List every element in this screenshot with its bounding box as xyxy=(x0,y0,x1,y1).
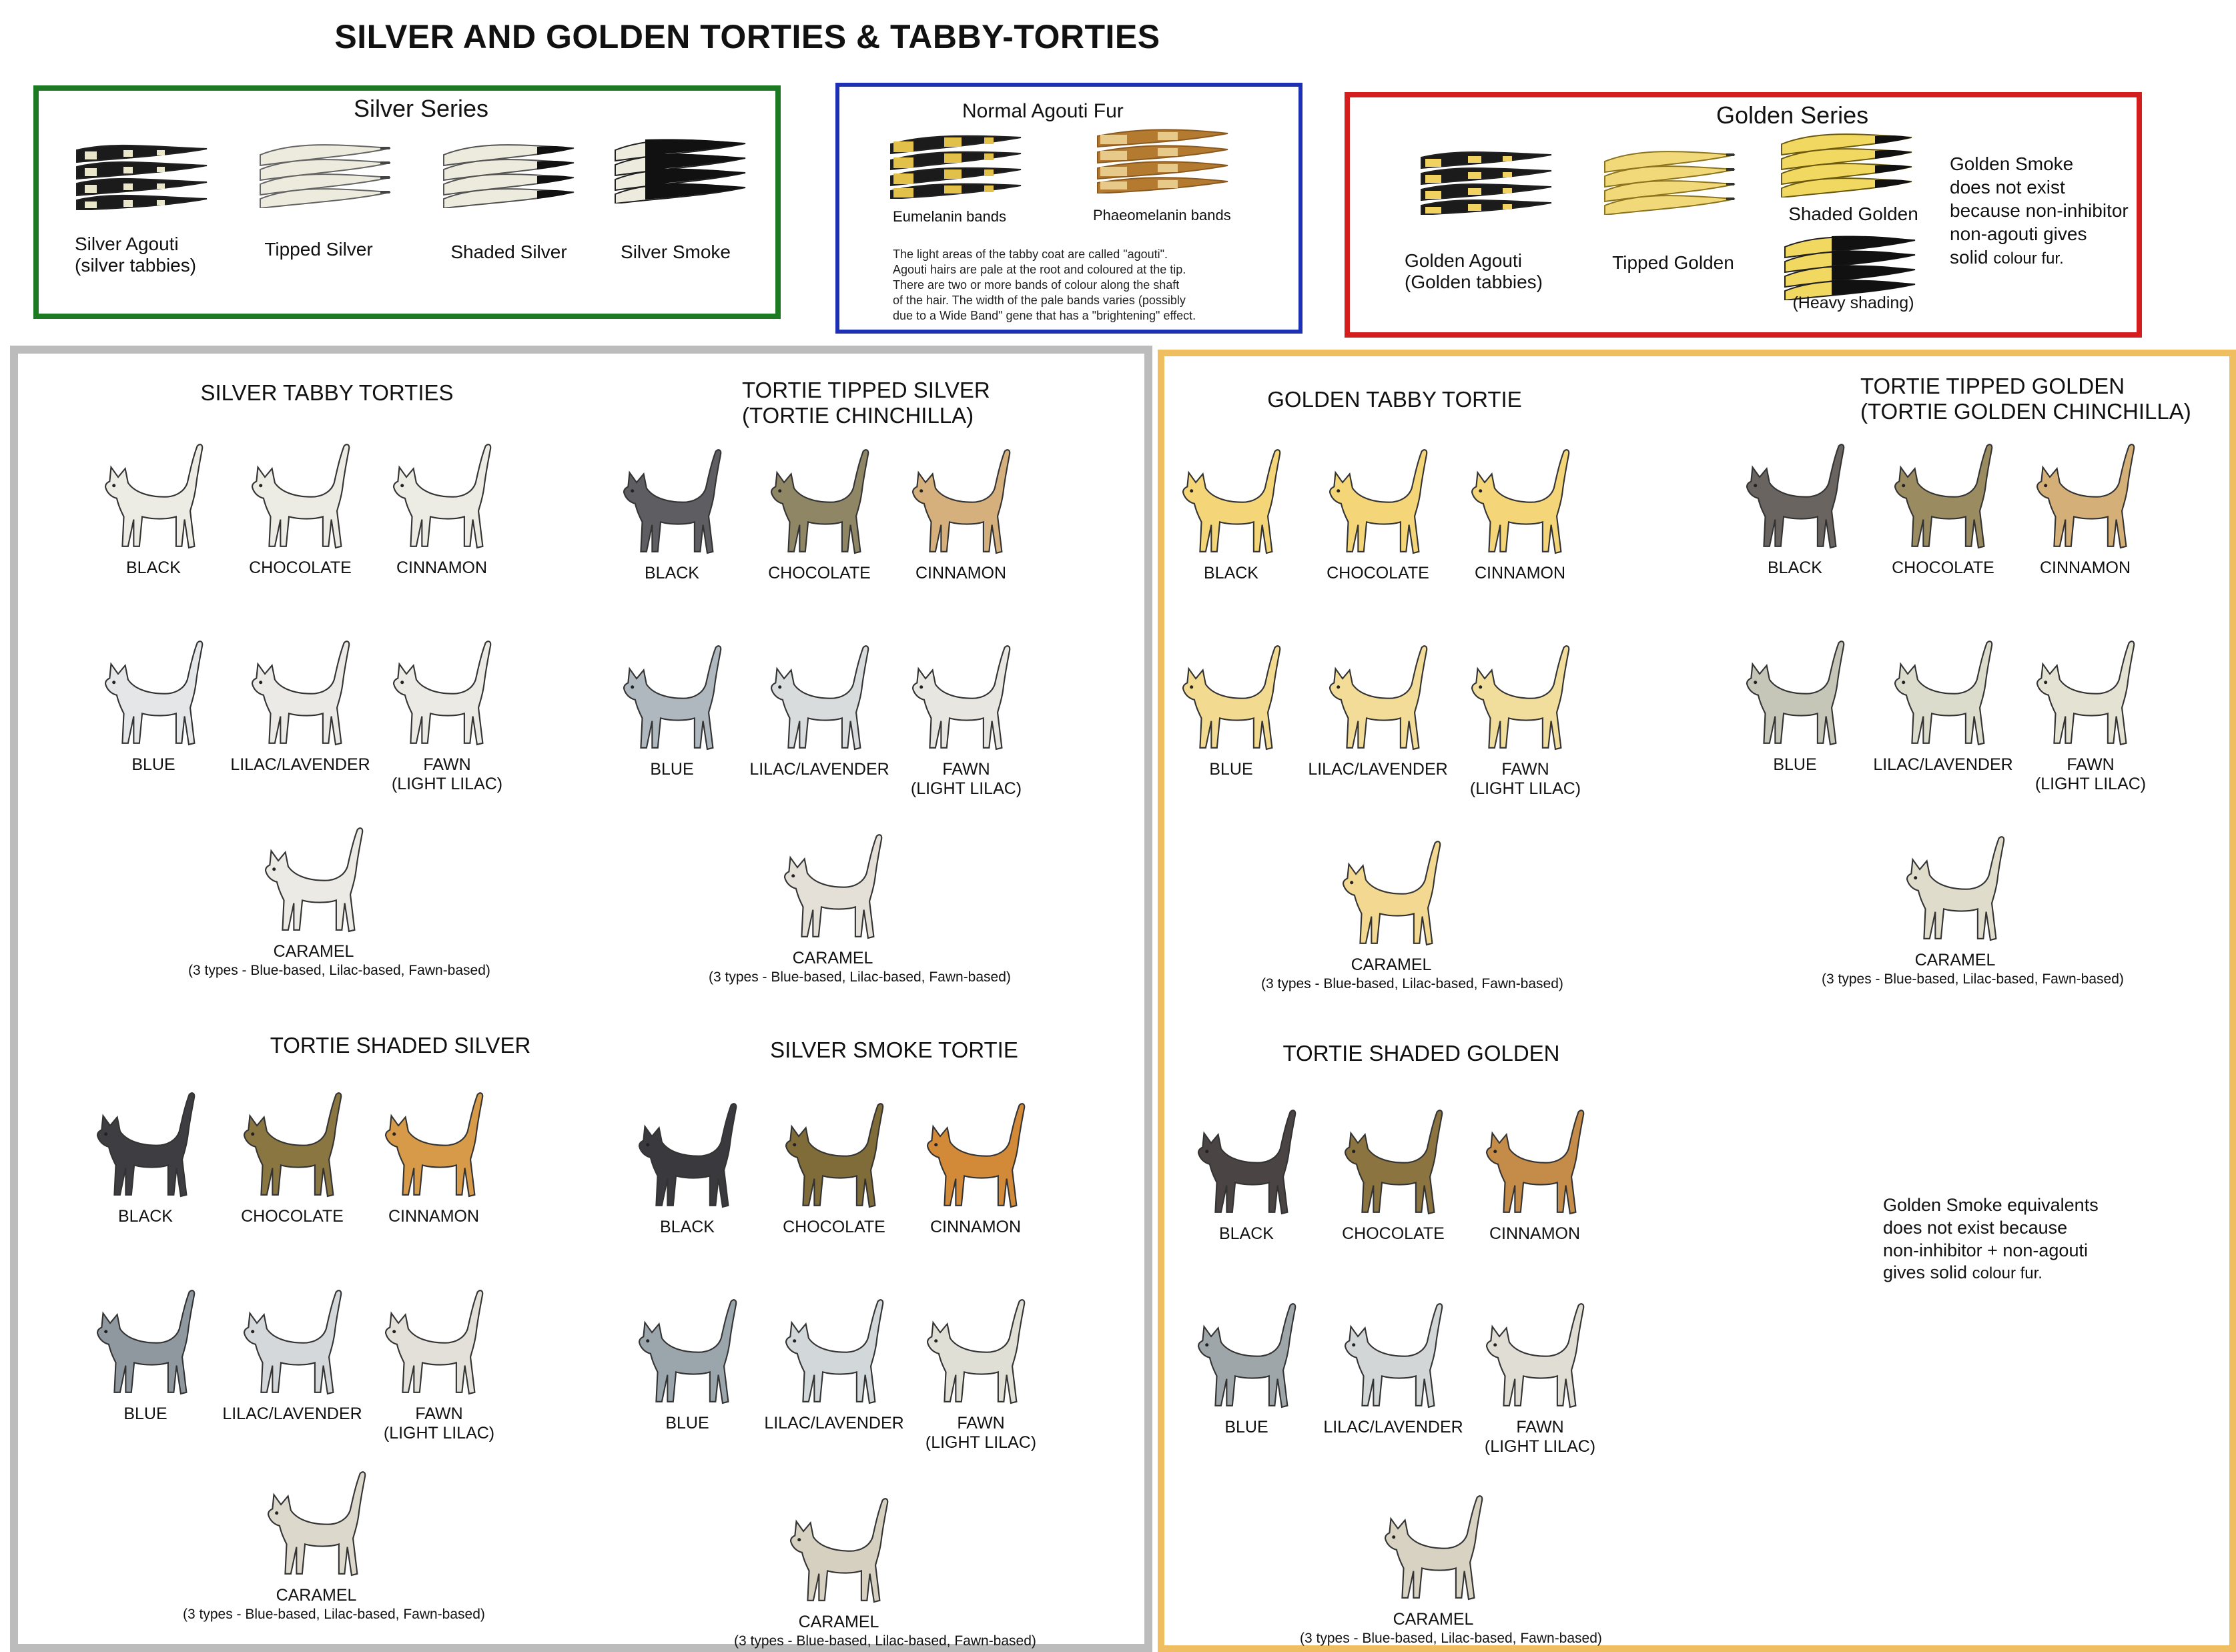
golden-tabby-cinnamon-cat-icon xyxy=(1463,446,1577,566)
silver-tabby-caramel-label: CARAMEL xyxy=(273,942,354,961)
silver-tabby-blue-cat-icon xyxy=(97,637,210,757)
label-silver-agouti: Silver Agouti (silver tabbies) xyxy=(75,234,197,276)
shaded-silver-blue-label: BLUE xyxy=(123,1404,167,1423)
tipped-silver-cinnamon-cat-icon xyxy=(904,446,1018,566)
tipped-golden-chocolate-cat-icon xyxy=(1886,440,2000,560)
label-heavy-shading: (Heavy shading) xyxy=(1792,294,1914,312)
golden-smoke-equivalents-tail: colour fur. xyxy=(1972,1264,2042,1283)
hair-swatch-silver-smoke xyxy=(609,137,752,203)
tipped-silver-cinnamon-label: CINNAMON xyxy=(915,564,1007,582)
section-title-tortie-shaded-golden: TORTIE SHADED GOLDEN xyxy=(1282,1041,1560,1066)
hair-swatch-tipped-golden xyxy=(1598,148,1742,215)
section-title-tortie-tipped-silver: TORTIE TIPPED SILVER (TORTIE CHINCHILLA) xyxy=(742,378,990,428)
shaded-silver-caramel-label: CARAMEL xyxy=(276,1586,357,1605)
label-tipped-silver: Tipped Silver xyxy=(264,239,373,260)
shaded-silver-black-cat-icon xyxy=(89,1089,202,1209)
golden-tabby-lilac-label: LILAC/LAVENDER xyxy=(1308,760,1448,779)
tipped-golden-fawn-cat-icon xyxy=(2028,637,2142,757)
silver-tabby-cinnamon-label: CINNAMON xyxy=(396,558,488,577)
shaded-silver-chocolate-cat-icon xyxy=(236,1089,349,1209)
label-shaded-silver: Shaded Silver xyxy=(450,242,567,262)
smoke-silver-chocolate-label: CHOCOLATE xyxy=(783,1218,885,1236)
tipped-golden-caramel-cat-icon xyxy=(1898,833,2012,953)
smoke-silver-blue-label: BLUE xyxy=(665,1414,709,1432)
silver-tabby-black-label: BLACK xyxy=(126,558,181,577)
silver-tabby-lilac-cat-icon xyxy=(244,637,357,757)
shaded-golden-caramel-label: CARAMEL xyxy=(1393,1610,1474,1629)
golden-tabby-caramel-cat-icon xyxy=(1335,837,1448,957)
label-shaded-golden: Shaded Golden xyxy=(1788,203,1918,224)
smoke-silver-caramel-label: CARAMEL xyxy=(798,1613,879,1631)
smoke-silver-black-cat-icon xyxy=(631,1100,744,1220)
smoke-silver-cinnamon-cat-icon xyxy=(919,1100,1032,1220)
golden-tabby-chocolate-label: CHOCOLATE xyxy=(1327,564,1429,582)
silver-tabby-black-cat-icon xyxy=(97,440,210,560)
shaded-golden-black-cat-icon xyxy=(1190,1106,1303,1226)
tipped-golden-cinnamon-cat-icon xyxy=(2028,440,2142,560)
shaded-golden-cinnamon-cat-icon xyxy=(1478,1106,1591,1226)
tipped-silver-black-cat-icon xyxy=(615,446,729,566)
agouti-note: The light areas of the tabby coat are called "agouti". Agouti hairs are pale at the root and coloured at the tip. There are two or more bands of colour along the shaft of the hair. The width of the pale bands varies (possibly due to a Wide Band" gene that has a "brightening" effect. xyxy=(893,248,1196,323)
smoke-silver-blue-cat-icon xyxy=(631,1296,744,1416)
tipped-golden-caramel-label: CARAMEL xyxy=(1914,951,1996,969)
golden-tabby-blue-label: BLUE xyxy=(1209,760,1253,779)
tipped-golden-chocolate-label: CHOCOLATE xyxy=(1892,558,1994,577)
golden-tabby-blue-cat-icon xyxy=(1174,642,1288,762)
tipped-silver-chocolate-cat-icon xyxy=(763,446,876,566)
tipped-golden-cinnamon-label: CINNAMON xyxy=(2039,558,2131,577)
tipped-silver-blue-cat-icon xyxy=(615,642,729,762)
silver-tabby-fawn-label: FAWN (LIGHT LILAC) xyxy=(391,755,503,793)
tipped-golden-blue-cat-icon xyxy=(1738,637,1852,757)
smoke-silver-chocolate-cat-icon xyxy=(777,1100,891,1220)
tipped-silver-lilac-label: LILAC/LAVENDER xyxy=(749,760,889,779)
hair-swatch-golden-agouti xyxy=(1415,148,1558,215)
shaded-golden-black-label: BLACK xyxy=(1219,1224,1274,1243)
tipped-silver-caramel-note: (3 types - Blue-based, Lilac-based, Fawn-based) xyxy=(709,969,1011,985)
golden-tabby-fawn-label: FAWN (LIGHT LILAC) xyxy=(1469,760,1581,798)
shaded-golden-blue-label: BLUE xyxy=(1224,1418,1268,1436)
tipped-golden-lilac-cat-icon xyxy=(1886,637,2000,757)
golden-tabby-fawn-cat-icon xyxy=(1463,642,1577,762)
shaded-silver-blue-cat-icon xyxy=(89,1286,202,1406)
smoke-silver-lilac-label: LILAC/LAVENDER xyxy=(764,1414,904,1432)
label-phaeomelanin: Phaeomelanin bands xyxy=(1093,207,1231,224)
golden-tabby-caramel-note: (3 types - Blue-based, Lilac-based, Fawn-based) xyxy=(1261,976,1563,991)
tipped-silver-fawn-label: FAWN (LIGHT LILAC) xyxy=(910,760,1022,798)
section-title-golden-tabby-tortie: GOLDEN TABBY TORTIE xyxy=(1267,387,1522,412)
hair-swatch-heavy-shading xyxy=(1778,234,1922,300)
agouti-fur-title: Normal Agouti Fur xyxy=(962,100,1124,122)
golden-tabby-lilac-cat-icon xyxy=(1321,642,1435,762)
smoke-silver-fawn-cat-icon xyxy=(919,1296,1032,1416)
smoke-silver-caramel-note: (3 types - Blue-based, Lilac-based, Fawn-based) xyxy=(734,1633,1036,1649)
hair-swatch-eumelanin xyxy=(884,132,1028,199)
golden-tabby-black-cat-icon xyxy=(1174,446,1288,566)
label-silver-smoke: Silver Smoke xyxy=(621,242,731,262)
shaded-silver-fawn-label: FAWN (LIGHT LILAC) xyxy=(383,1404,495,1442)
tipped-golden-caramel-note: (3 types - Blue-based, Lilac-based, Fawn-based) xyxy=(1822,971,2124,987)
silver-tabby-caramel-note: (3 types - Blue-based, Lilac-based, Fawn-based) xyxy=(188,963,490,978)
hair-swatch-shaded-silver xyxy=(437,141,581,208)
golden-smoke-note-text: Golden Smoke does not exist because non-inhibitor non-agouti gives solid xyxy=(1950,153,2129,268)
smoke-silver-lilac-cat-icon xyxy=(777,1296,891,1416)
silver-series-title: Silver Series xyxy=(354,95,489,122)
shaded-golden-chocolate-cat-icon xyxy=(1337,1106,1450,1226)
tipped-golden-blue-label: BLUE xyxy=(1773,755,1817,774)
tipped-silver-black-label: BLACK xyxy=(645,564,699,582)
golden-tabby-black-label: BLACK xyxy=(1204,564,1258,582)
shaded-golden-cinnamon-label: CINNAMON xyxy=(1489,1224,1581,1243)
shaded-golden-fawn-cat-icon xyxy=(1478,1300,1591,1420)
silver-tabby-chocolate-cat-icon xyxy=(244,440,357,560)
shaded-silver-lilac-label: LILAC/LAVENDER xyxy=(222,1404,362,1423)
shaded-silver-caramel-cat-icon xyxy=(260,1468,373,1588)
shaded-silver-fawn-cat-icon xyxy=(377,1286,490,1406)
tipped-golden-fawn-label: FAWN (LIGHT LILAC) xyxy=(2034,755,2147,793)
shaded-silver-chocolate-label: CHOCOLATE xyxy=(241,1207,344,1226)
golden-smoke-equivalents-text: Golden Smoke equivalents does not exist because non-inhibitor + non-agouti gives solid xyxy=(1883,1195,2099,1283)
tipped-silver-lilac-cat-icon xyxy=(763,642,876,762)
label-tipped-golden: Tipped Golden xyxy=(1612,252,1734,273)
label-golden-agouti: Golden Agouti (Golden tabbies) xyxy=(1405,250,1543,293)
hair-swatch-silver-agouti xyxy=(70,143,214,210)
shaded-silver-lilac-cat-icon xyxy=(236,1286,349,1406)
shaded-golden-chocolate-label: CHOCOLATE xyxy=(1342,1224,1445,1243)
section-title-silver-smoke-tortie: SILVER SMOKE TORTIE xyxy=(770,1038,1018,1062)
shaded-golden-fawn-label: FAWN (LIGHT LILAC) xyxy=(1484,1418,1596,1456)
shaded-silver-cinnamon-label: CINNAMON xyxy=(388,1207,480,1226)
tipped-silver-chocolate-label: CHOCOLATE xyxy=(768,564,871,582)
tipped-silver-blue-label: BLUE xyxy=(650,760,694,779)
golden-tabby-chocolate-cat-icon xyxy=(1321,446,1435,566)
shaded-golden-caramel-note: (3 types - Blue-based, Lilac-based, Fawn-based) xyxy=(1300,1631,1602,1646)
smoke-silver-caramel-cat-icon xyxy=(782,1495,895,1615)
shaded-golden-blue-cat-icon xyxy=(1190,1300,1303,1420)
silver-tabby-chocolate-label: CHOCOLATE xyxy=(249,558,352,577)
section-title-tortie-tipped-golden: TORTIE TIPPED GOLDEN (TORTIE GOLDEN CHINCHILLA) xyxy=(1860,374,2191,424)
tipped-golden-lilac-label: LILAC/LAVENDER xyxy=(1873,755,2013,774)
hair-swatch-shaded-golden xyxy=(1775,131,1918,197)
silver-tabby-fawn-cat-icon xyxy=(385,637,498,757)
shaded-golden-lilac-cat-icon xyxy=(1337,1300,1450,1420)
golden-tabby-cinnamon-label: CINNAMON xyxy=(1474,564,1566,582)
golden-series-title: Golden Series xyxy=(1716,101,1869,129)
golden-smoke-note xyxy=(1950,152,2129,269)
smoke-silver-black-label: BLACK xyxy=(660,1218,715,1236)
tipped-silver-caramel-cat-icon xyxy=(776,831,889,951)
shaded-silver-black-label: BLACK xyxy=(118,1207,173,1226)
silver-tabby-cinnamon-cat-icon xyxy=(385,440,498,560)
golden-smoke-note-tail: colour fur. xyxy=(1993,250,2064,268)
page-title: SILVER AND GOLDEN TORTIES & TABBY-TORTIES xyxy=(334,18,1160,55)
shaded-silver-caramel-note: (3 types - Blue-based, Lilac-based, Fawn-based) xyxy=(183,1607,485,1622)
tipped-silver-caramel-label: CARAMEL xyxy=(792,949,873,967)
section-title-tortie-shaded-silver: TORTIE SHADED SILVER xyxy=(270,1033,531,1058)
tipped-golden-black-label: BLACK xyxy=(1768,558,1822,577)
golden-tabby-caramel-label: CARAMEL xyxy=(1351,955,1432,974)
silver-tabby-caramel-cat-icon xyxy=(257,824,370,944)
smoke-silver-cinnamon-label: CINNAMON xyxy=(929,1218,1022,1236)
hair-swatch-phaeomelanin xyxy=(1091,127,1234,193)
tipped-golden-black-cat-icon xyxy=(1738,440,1852,560)
section-title-silver-tabby-torties: SILVER TABBY TORTIES xyxy=(200,380,454,405)
golden-smoke-equivalents-note xyxy=(1883,1194,2099,1284)
silver-tabby-lilac-label: LILAC/LAVENDER xyxy=(230,755,370,774)
tipped-silver-fawn-cat-icon xyxy=(904,642,1018,762)
shaded-golden-caramel-cat-icon xyxy=(1377,1492,1490,1612)
shaded-golden-lilac-label: LILAC/LAVENDER xyxy=(1323,1418,1463,1436)
smoke-silver-fawn-label: FAWN (LIGHT LILAC) xyxy=(925,1414,1037,1452)
label-eumelanin: Eumelanin bands xyxy=(893,208,1007,225)
shaded-silver-cinnamon-cat-icon xyxy=(377,1089,490,1209)
hair-swatch-tipped-silver xyxy=(254,141,397,208)
silver-tabby-blue-label: BLUE xyxy=(131,755,175,774)
